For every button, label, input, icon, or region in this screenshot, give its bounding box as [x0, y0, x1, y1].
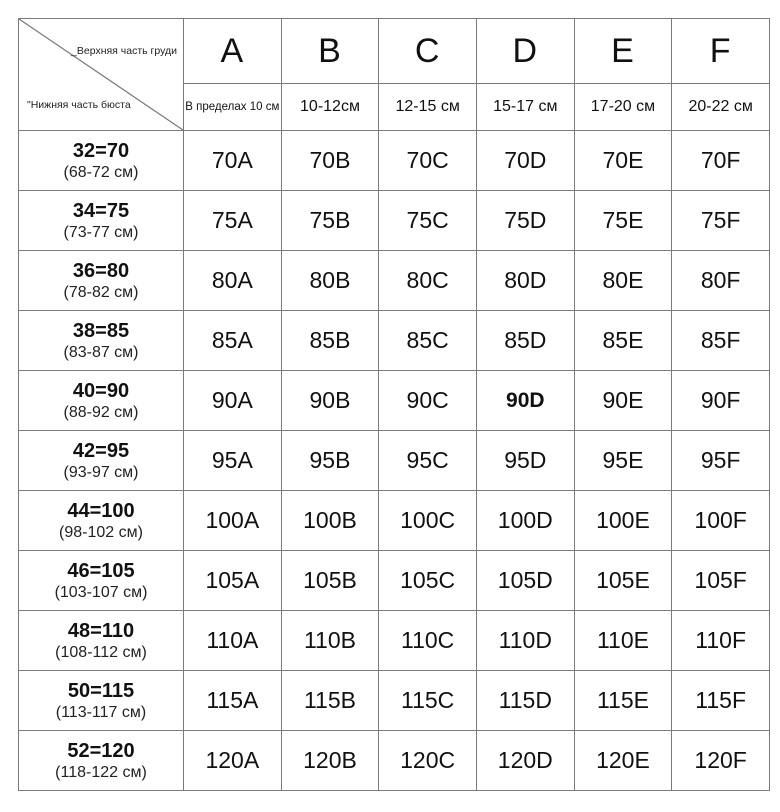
size-cell: 120B	[281, 731, 379, 791]
underbust-label: "Нижняя часть бюста	[27, 99, 131, 111]
size-cell: 85B	[281, 311, 379, 371]
cup-header-d: D	[476, 19, 574, 84]
size-cell: 115E	[574, 671, 672, 731]
band-size-cell	[19, 611, 184, 671]
band-size-label: 42=95	[72, 439, 130, 462]
size-cell: 90A	[184, 371, 282, 431]
size-cell: 85D	[476, 311, 574, 371]
size-cell: 70C	[379, 131, 477, 191]
size-cell: 105E	[574, 551, 672, 611]
size-cell: 100D	[476, 491, 574, 551]
size-cell: 110D	[476, 611, 574, 671]
table-row	[19, 311, 770, 371]
cup-range-c: 12-15 см	[379, 84, 477, 131]
size-cell: 110E	[574, 611, 672, 671]
table-row	[19, 551, 770, 611]
diagonal-divider	[19, 19, 183, 130]
band-size-cell	[19, 671, 184, 731]
size-cell: 115A	[184, 671, 282, 731]
band-range-label: (88-92 см)	[63, 403, 139, 421]
table-row	[19, 491, 770, 551]
size-cell: 120C	[379, 731, 477, 791]
size-cell: 105F	[672, 551, 770, 611]
band-range-label: (68-72 см)	[63, 163, 139, 181]
size-cell: 90F	[672, 371, 770, 431]
size-cell: 90E	[574, 371, 672, 431]
size-cell: 90D	[476, 371, 574, 431]
table-row	[19, 371, 770, 431]
band-size-label: 44=100	[67, 499, 135, 522]
size-cell: 100F	[672, 491, 770, 551]
band-size-cell	[19, 371, 184, 431]
size-cell: 80F	[672, 251, 770, 311]
band-size-label: 32=70	[72, 139, 130, 162]
cup-range-d: 15-17 см	[476, 84, 574, 131]
size-cell: 75E	[574, 191, 672, 251]
band-range-label: (83-87 см)	[63, 343, 139, 361]
band-range-label: (78-82 см)	[63, 283, 139, 301]
band-range-label: (113-117 см)	[55, 703, 147, 721]
size-cell: 80D	[476, 251, 574, 311]
cup-header-e: E	[574, 19, 672, 84]
size-cell: 85C	[379, 311, 477, 371]
size-rows	[19, 131, 770, 791]
size-cell: 95E	[574, 431, 672, 491]
size-cell: 70B	[281, 131, 379, 191]
cup-range-b: 10-12см	[281, 84, 379, 131]
size-cell: 85F	[672, 311, 770, 371]
band-size-cell	[19, 731, 184, 791]
size-cell: 115C	[379, 671, 477, 731]
band-range-label: (73-77 см)	[63, 223, 139, 241]
size-cell: 75D	[476, 191, 574, 251]
band-range-label: (118-122 см)	[55, 763, 147, 781]
cup-header-a: A	[184, 19, 282, 84]
band-size-cell	[19, 431, 184, 491]
cup-header-f: F	[672, 19, 770, 84]
band-size-cell	[19, 491, 184, 551]
band-range-label: (108-112 см)	[55, 643, 147, 661]
size-cell: 100B	[281, 491, 379, 551]
size-cell: 95B	[281, 431, 379, 491]
size-cell: 110B	[281, 611, 379, 671]
size-cell: 75A	[184, 191, 282, 251]
table-row	[19, 671, 770, 731]
size-cell: 95C	[379, 431, 477, 491]
size-cell: 80B	[281, 251, 379, 311]
size-cell: 105C	[379, 551, 477, 611]
size-cell: 80C	[379, 251, 477, 311]
cup-range-e: 17-20 см	[574, 84, 672, 131]
size-cell: 105A	[184, 551, 282, 611]
band-size-cell	[19, 551, 184, 611]
upper-chest-label: _Верхняя часть груди	[71, 45, 177, 57]
size-cell: 115B	[281, 671, 379, 731]
size-cell: 120F	[672, 731, 770, 791]
band-range-label: (98-102 см)	[59, 523, 143, 541]
size-cell: 75B	[281, 191, 379, 251]
band-size-label: 50=115	[67, 679, 135, 702]
band-range-label: (103-107 см)	[54, 583, 148, 601]
size-cell: 100C	[379, 491, 477, 551]
size-cell: 105B	[281, 551, 379, 611]
band-range-label: (93-97 см)	[63, 463, 139, 481]
size-cell: 70A	[184, 131, 282, 191]
size-cell: 85A	[184, 311, 282, 371]
size-cell: 90C	[379, 371, 477, 431]
table-row	[19, 191, 770, 251]
band-size-label: 46=105	[67, 559, 135, 582]
band-size-cell	[19, 311, 184, 371]
size-cell: 120D	[476, 731, 574, 791]
size-cell: 110A	[184, 611, 282, 671]
table-row	[19, 731, 770, 791]
size-table	[18, 18, 770, 791]
band-size-label: 48=110	[67, 619, 135, 642]
size-cell: 120A	[184, 731, 282, 791]
cup-header-b: B	[281, 19, 379, 84]
size-cell: 110C	[379, 611, 477, 671]
table-row	[19, 431, 770, 491]
band-size-label: 38=85	[72, 319, 130, 342]
size-cell: 75F	[672, 191, 770, 251]
band-size-cell	[19, 251, 184, 311]
size-cell: 115F	[672, 671, 770, 731]
table-row	[19, 611, 770, 671]
size-cell: 115D	[476, 671, 574, 731]
size-cell: 75C	[379, 191, 477, 251]
size-cell: 95A	[184, 431, 282, 491]
size-cell: 95F	[672, 431, 770, 491]
size-cell: 120E	[574, 731, 672, 791]
band-size-label: 40=90	[72, 379, 130, 402]
size-cell: 80A	[184, 251, 282, 311]
size-cell: 85E	[574, 311, 672, 371]
size-cell: 110F	[672, 611, 770, 671]
size-cell: 70F	[672, 131, 770, 191]
cup-header-c: C	[379, 19, 477, 84]
size-cell: 70E	[574, 131, 672, 191]
size-cell: 70D	[476, 131, 574, 191]
table-row	[19, 251, 770, 311]
cup-range-f: 20-22 см	[672, 84, 770, 131]
band-size-label: 34=75	[72, 199, 130, 222]
size-cell: 100A	[184, 491, 282, 551]
band-size-label: 36=80	[72, 259, 130, 282]
size-cell: 100E	[574, 491, 672, 551]
cup-range-a: В пределах 10 см	[184, 84, 282, 131]
band-size-cell	[19, 191, 184, 251]
size-cell: 95D	[476, 431, 574, 491]
band-size-label: 52=120	[67, 739, 135, 762]
corner-header-cell	[19, 19, 184, 131]
size-cell: 80E	[574, 251, 672, 311]
size-cell: 90B	[281, 371, 379, 431]
size-cell: 105D	[476, 551, 574, 611]
table-row	[19, 131, 770, 191]
band-size-cell	[19, 131, 184, 191]
